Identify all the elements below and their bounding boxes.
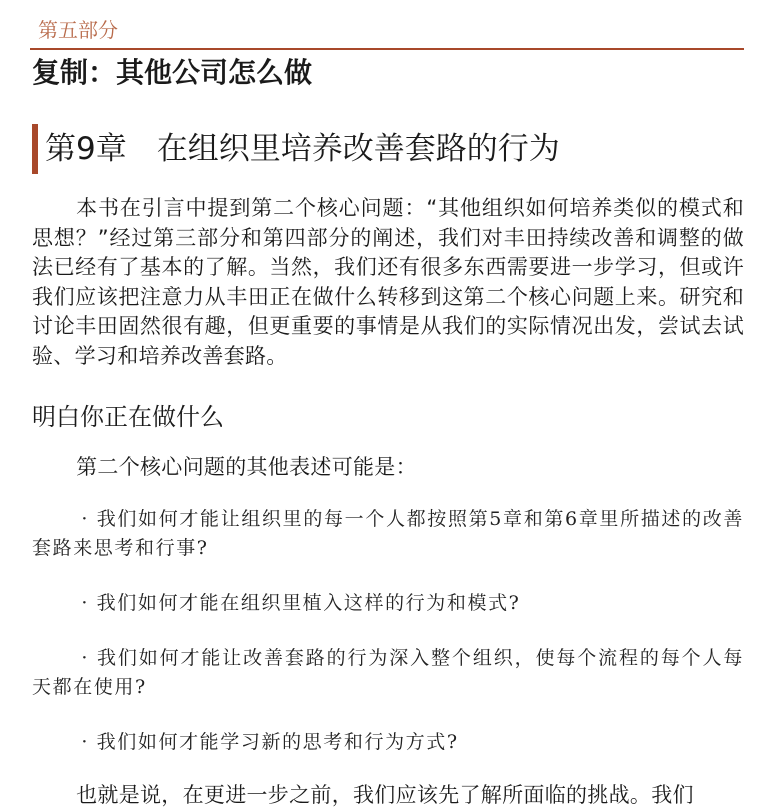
chapter-number: 第9章 — [45, 131, 127, 167]
part-label: 第五部分 — [32, 0, 744, 48]
question-list — [32, 505, 744, 757]
page — [32, 0, 744, 810]
header-divider — [30, 48, 744, 50]
list-item: · 我们如何才能让改善套路的行为深入整个组织，使每个流程的每个人每天都在使用? — [32, 644, 744, 702]
closing-paragraph: 也就是说，在更进一步之前，我们应该先了解所面临的挑战。我们 — [32, 781, 744, 810]
chapter-heading — [32, 124, 744, 174]
lead-paragraph: 第二个核心问题的其他表述可能是： — [32, 453, 744, 483]
list-item: · 我们如何才能让组织里的每一个人都按照第5章和第6章里所描述的改善套路来思考和行事? — [32, 505, 744, 563]
subheading: 明白你正在做什么 — [32, 399, 744, 435]
section-title: 复制：其他公司怎么做 — [32, 54, 744, 92]
chapter-title: 在组织里培养改善套路的行为 — [157, 131, 560, 167]
list-item: · 我们如何才能在组织里植入这样的行为和模式? — [32, 589, 744, 618]
list-item: · 我们如何才能学习新的思考和行为方式? — [32, 728, 744, 757]
intro-paragraph: 本书在引言中提到第二个核心问题：“其他组织如何培养类似的模式和思想？”经过第三部分和第四部分的阐述，我们对丰田持续改善和调整的做法已经有了基本的了解。当然，我们还有很多东西需要进一步学习，但或许我们应该把注意力从丰田正在做什么转移到这第二个核心问题上来。研究和讨论丰田固然很有趣，但更重要的事情是从我们的实际情况出发，尝试去试验、学习和培养改善套路。 — [32, 194, 744, 371]
